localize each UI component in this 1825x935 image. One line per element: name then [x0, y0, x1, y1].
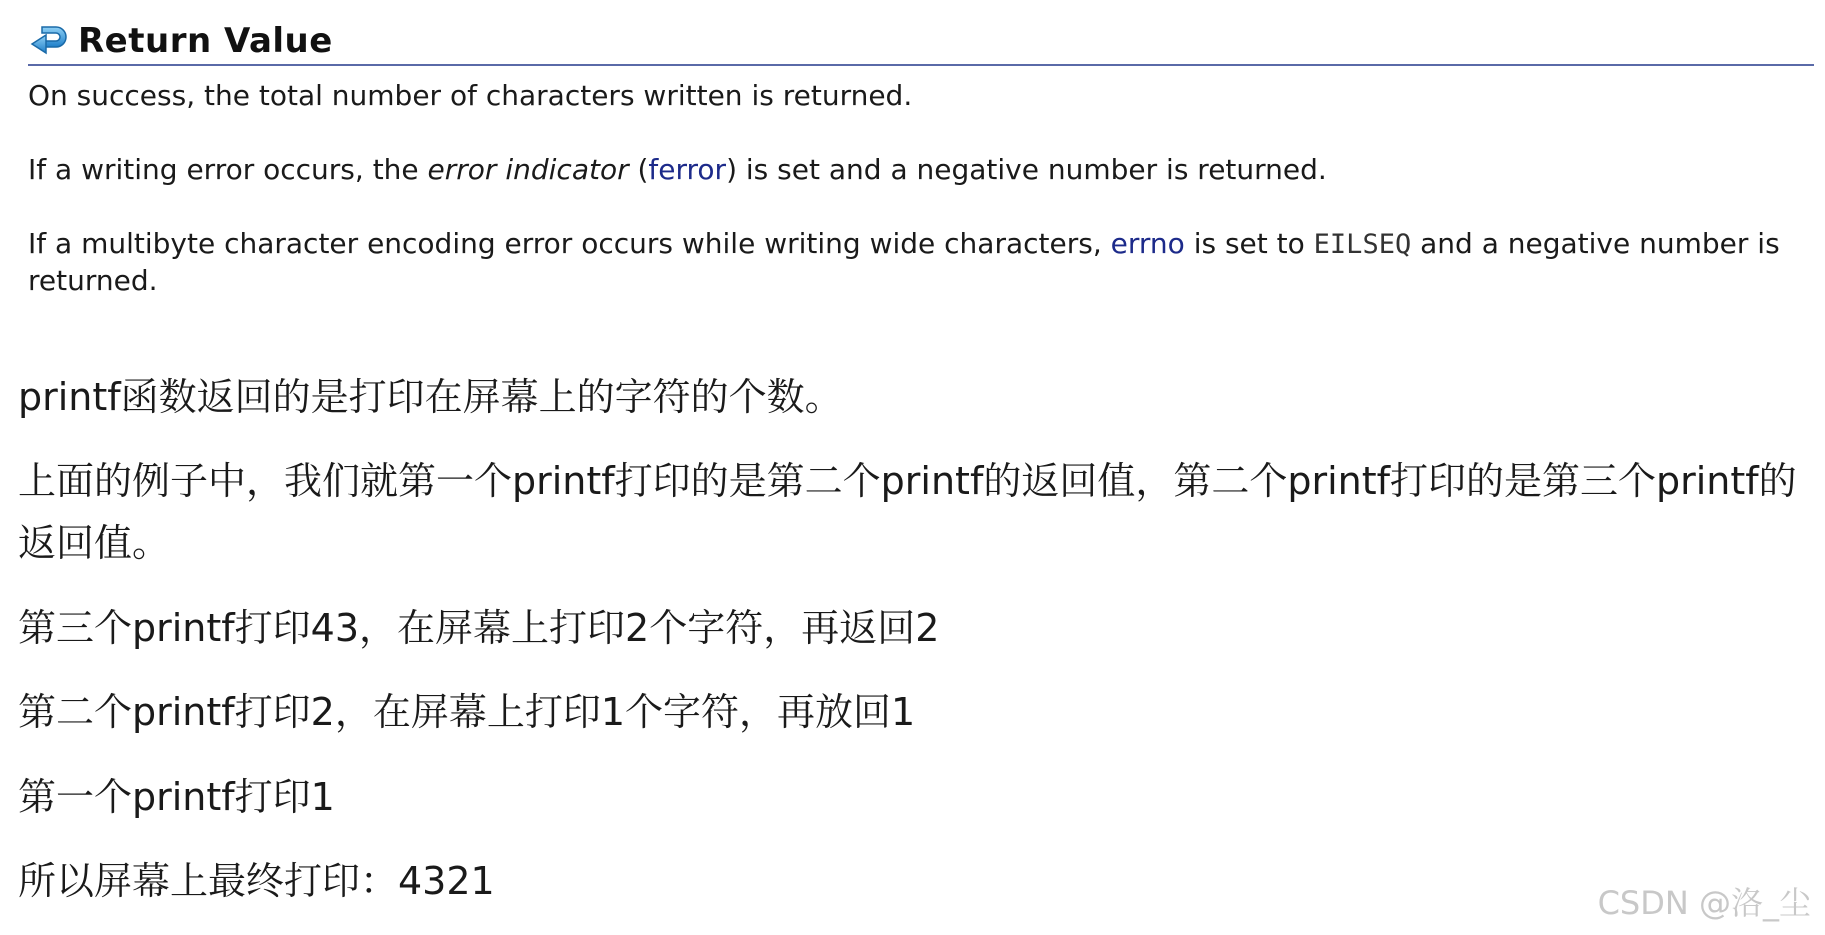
eilseq-code: EILSEQ [1313, 229, 1412, 260]
errno-link[interactable]: errno [1110, 227, 1185, 260]
note-paragraph-4: 第二个printf打印2，在屏幕上打印1个字符，再放回1 [18, 690, 916, 734]
error-indicator-emphasis: error indicator [427, 153, 629, 186]
note-paragraph-6: 所以屏幕上最终打印：4321 [18, 859, 495, 903]
text-segment: If a multibyte character encoding error occurs while writing wide characters, [28, 227, 1111, 260]
ferror-link[interactable]: ferror [648, 153, 727, 186]
note-paragraph-1: printf函数返回的是打印在屏幕上的字符的个数。 [18, 375, 843, 419]
text-segment: is set to [1184, 227, 1314, 260]
text-segment: and a negative number is returned. [28, 227, 1780, 297]
note-paragraph-5: 第一个printf打印1 [18, 775, 335, 819]
encoding-error-paragraph [28, 226, 1788, 299]
text-segment: If a writing error occurs, the [28, 153, 428, 186]
writing-error-paragraph [28, 152, 1327, 188]
reference-section [28, 20, 1814, 297]
note-paragraph-2: 上面的例子中，我们就第一个printf打印的是第二个printf的返回值，第二个printf打印的是第三个printf的返回值。 [18, 459, 1797, 565]
csdn-watermark: CSDN @洛_尘 [1597, 884, 1811, 922]
text-segment: ( [628, 153, 649, 186]
return-value-heading [28, 20, 1814, 66]
text-segment: ) is set and a negative number is returned. [726, 153, 1327, 186]
return-arrow-icon [28, 21, 70, 61]
note-paragraph-3: 第三个printf打印43，在屏幕上打印2个字符，再返回2 [18, 606, 940, 650]
success-paragraph: On success, the total number of characters written is returned. [28, 79, 913, 112]
heading-text: Return Value [78, 21, 333, 61]
